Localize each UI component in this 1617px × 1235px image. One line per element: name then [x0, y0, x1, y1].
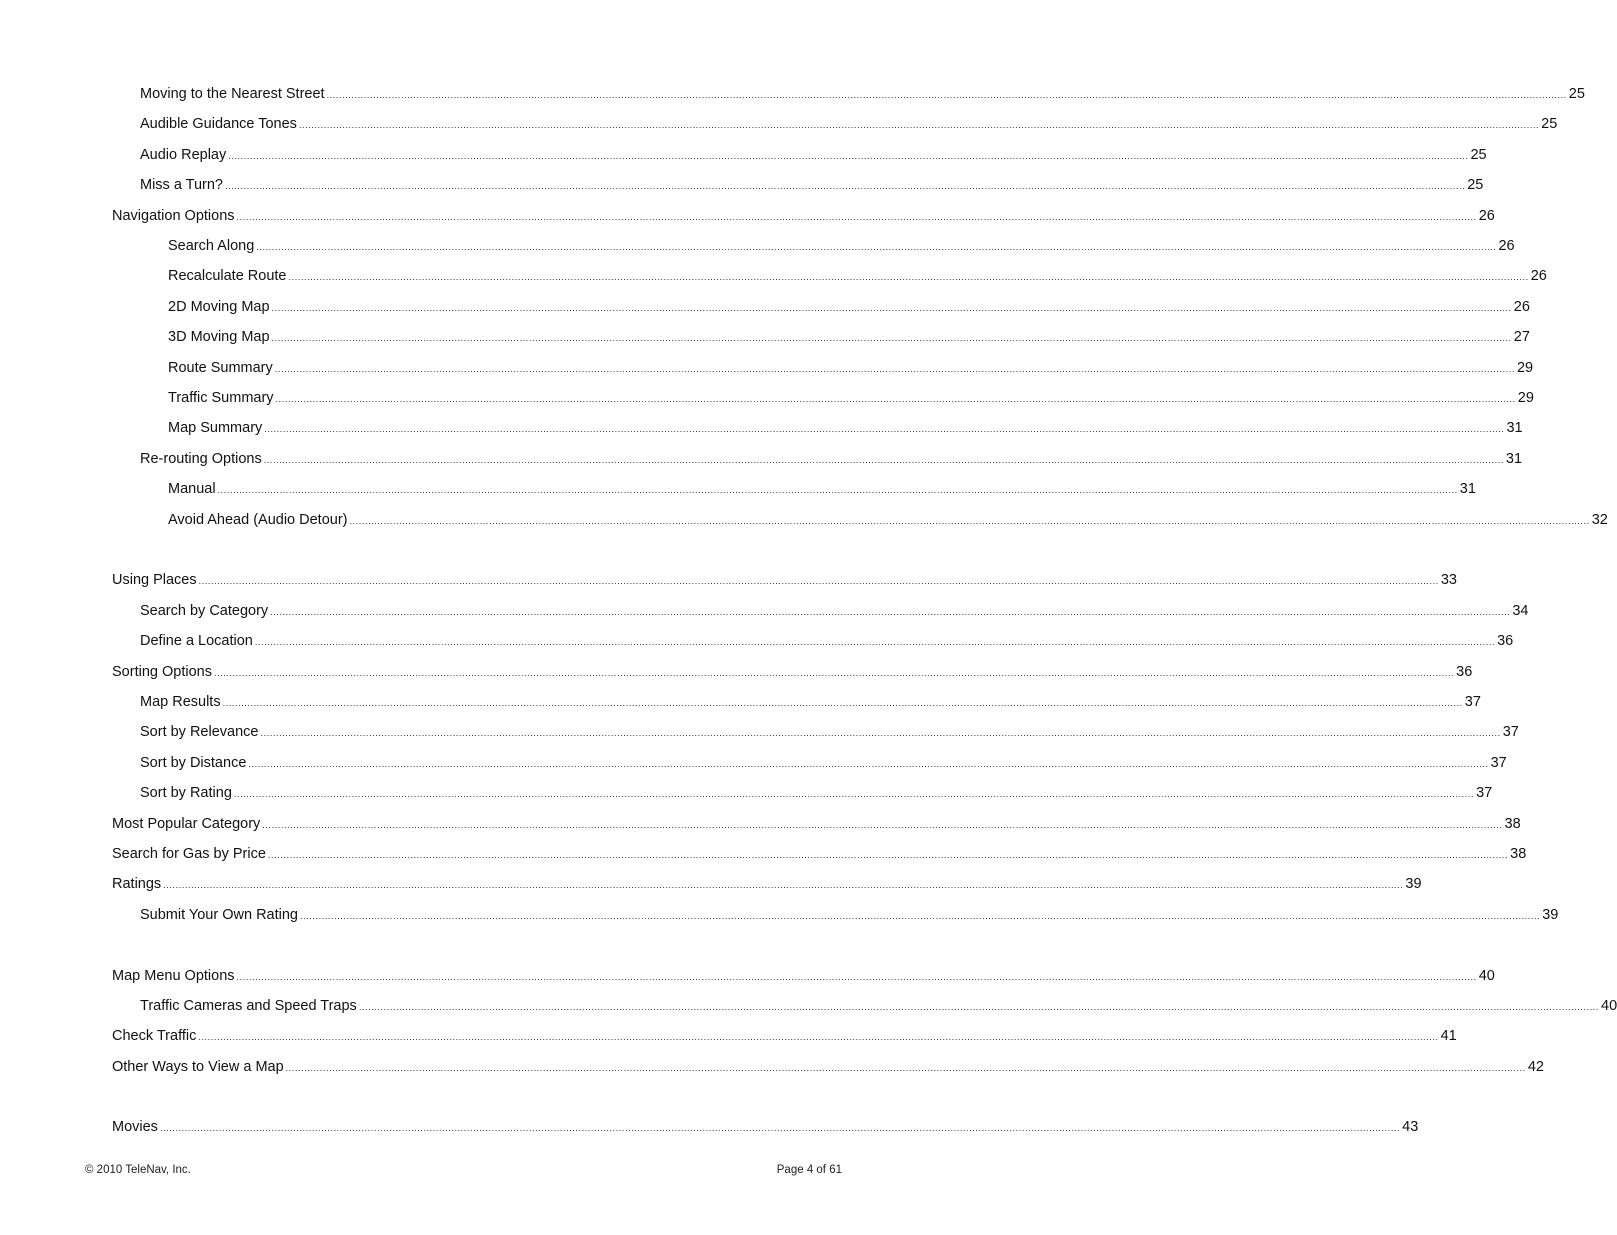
toc-dot-leader: ................................................................................................................................................................................................................................................................................................................................................................................................................	[275, 394, 1516, 404]
toc-entry[interactable]	[168, 294, 1530, 316]
toc-dot-leader: ................................................................................................................................................................................................................................................................................................................................................................................................................	[236, 972, 1477, 982]
toc-entry-title: Search Along	[168, 238, 255, 254]
toc-entry-title: Traffic Summary	[168, 390, 274, 406]
toc-entry-page-number: 26	[1498, 238, 1515, 254]
toc-entry-title: 3D Moving Map	[168, 329, 270, 345]
toc-entry-title: Map Results	[140, 694, 221, 710]
toc-entry[interactable]	[168, 476, 1476, 498]
toc-entry-page-number: 29	[1517, 390, 1534, 406]
toc-entry-title: Sort by Rating	[140, 785, 232, 801]
toc-dot-leader: ................................................................................................................................................................................................................................................................................................................................................................................................................	[163, 880, 1404, 890]
toc-entry-page-number: 38	[1504, 816, 1521, 832]
toc-entry[interactable]	[140, 598, 1529, 620]
toc-dot-leader: ................................................................................................................................................................................................................................................................................................................................................................................................................	[270, 607, 1511, 617]
toc-entry-page-number: 31	[1459, 481, 1476, 497]
toc-entry-title: Sort by Distance	[140, 755, 247, 771]
toc-entry-title: Map Menu Options	[112, 968, 235, 984]
toc-entry-title: Define a Location	[140, 633, 253, 649]
toc-dot-leader: ................................................................................................................................................................................................................................................................................................................................................................................................................	[349, 516, 1590, 526]
toc-entry[interactable]	[140, 446, 1523, 468]
toc-entry[interactable]	[140, 172, 1484, 194]
toc-dot-leader: ................................................................................................................................................................................................................................................................................................................................................................................................................	[222, 698, 1463, 708]
toc-entry-title: Traffic Cameras and Speed Traps	[140, 998, 357, 1014]
toc-entry-page-number: 39	[1405, 876, 1422, 892]
toc-entry[interactable]	[168, 355, 1534, 377]
toc-entry-title: Audible Guidance Tones	[140, 116, 297, 132]
toc-entry-page-number: 31	[1505, 451, 1523, 467]
toc-entry[interactable]	[140, 750, 1507, 772]
toc-entry-page-number: 25	[1467, 177, 1484, 193]
toc-entry-page-number: 36	[1456, 664, 1473, 680]
toc-entry[interactable]	[140, 628, 1514, 650]
toc-entry-page-number: 39	[1542, 907, 1559, 923]
toc-entry[interactable]	[112, 659, 1473, 681]
toc-entry-page-number: 29	[1516, 360, 1534, 376]
toc-dot-leader: ................................................................................................................................................................................................................................................................................................................................................................................................................	[256, 242, 1497, 252]
toc-dot-leader: ................................................................................................................................................................................................................................................................................................................................................................................................................	[271, 303, 1512, 313]
toc-entry-title: Sorting Options	[112, 664, 212, 680]
footer-copyright: © 2010 TeleNav, Inc.	[85, 1164, 191, 1176]
toc-entry-title: Search for Gas by Price	[112, 846, 266, 862]
toc-entry-title: Using Places	[112, 572, 197, 588]
toc-dot-leader: ................................................................................................................................................................................................................................................................................................................................................................................................................	[225, 181, 1466, 191]
toc-entry-title: Ratings	[112, 876, 162, 892]
toc-dot-leader: ................................................................................................................................................................................................................................................................................................................................................................................................................	[326, 90, 1567, 100]
toc-entry-page-number: 37	[1502, 724, 1519, 740]
toc-entry-title: Miss a Turn?	[140, 177, 223, 193]
toc-entry[interactable]	[168, 263, 1547, 285]
toc-entry-page-number: 25	[1541, 116, 1558, 132]
toc-entry-page-number: 26	[1530, 268, 1547, 284]
toc-entry[interactable]	[112, 811, 1521, 833]
toc-entry-title: Re-routing Options	[140, 451, 262, 467]
toc-entry-title: Route Summary	[168, 360, 273, 376]
toc-entry[interactable]	[112, 1114, 1419, 1136]
toc-dot-leader: ................................................................................................................................................................................................................................................................................................................................................................................................................	[267, 850, 1509, 860]
toc-entry[interactable]	[140, 111, 1558, 133]
toc-entry-title: Other Ways to View a Map	[112, 1059, 284, 1075]
toc-dot-leader: ................................................................................................................................................................................................................................................................................................................................................................................................................	[260, 728, 1501, 738]
toc-entry-title: Most Popular Category	[112, 816, 261, 832]
toc-entry-page-number: 32	[1591, 512, 1608, 528]
toc-entry-title: Manual	[168, 481, 216, 497]
toc-entry-title: Recalculate Route	[168, 268, 287, 284]
toc-entry[interactable]	[112, 871, 1422, 893]
toc-dot-leader: ................................................................................................................................................................................................................................................................................................................................................................................................................	[288, 272, 1529, 282]
toc-dot-leader: ................................................................................................................................................................................................................................................................................................................................................................................................................	[236, 212, 1477, 222]
toc-entry[interactable]	[112, 841, 1527, 863]
toc-entry-page-number: 33	[1440, 572, 1457, 588]
toc-entry[interactable]	[112, 963, 1495, 985]
toc-dot-leader: ................................................................................................................................................................................................................................................................................................................................................................................................................	[264, 424, 1505, 434]
toc-entry[interactable]	[168, 324, 1530, 346]
toc-entry-title: Map Summary	[168, 420, 263, 436]
toc-entry-page-number: 37	[1490, 755, 1507, 771]
toc-entry-page-number: 34	[1512, 603, 1529, 619]
toc-entry-page-number: 36	[1497, 633, 1514, 649]
toc-entry-page-number: 42	[1527, 1059, 1544, 1075]
footer-page-indicator: Page 4 of 61	[776, 1164, 842, 1176]
toc-entry-page-number: 43	[1402, 1119, 1419, 1135]
toc-dot-leader: ................................................................................................................................................................................................................................................................................................................................................................................................................	[262, 820, 1503, 830]
toc-entry[interactable]	[140, 81, 1585, 103]
toc-entry-page-number: 26	[1513, 299, 1530, 315]
toc-entry-title: Submit Your Own Rating	[140, 907, 298, 923]
toc-entry[interactable]	[168, 233, 1515, 255]
toc-entry[interactable]	[168, 385, 1534, 407]
toc-entry[interactable]	[140, 902, 1559, 924]
toc-entry-page-number: 26	[1478, 208, 1495, 224]
toc-entry[interactable]	[140, 780, 1493, 802]
toc-entry-page-number: 40	[1601, 998, 1617, 1014]
toc-entry-page-number: 37	[1476, 785, 1493, 801]
toc-entry-title: Audio Replay	[140, 147, 227, 163]
toc-entry-page-number: 25	[1568, 86, 1585, 102]
toc-entry[interactable]	[168, 415, 1523, 437]
toc-entry-title: Avoid Ahead (Audio Detour)	[168, 512, 348, 528]
toc-entry[interactable]	[168, 507, 1608, 529]
toc-entry[interactable]	[140, 719, 1519, 741]
toc-dot-leader: ................................................................................................................................................................................................................................................................................................................................................................................................................	[271, 333, 1512, 343]
toc-entry-page-number: 38	[1510, 846, 1527, 862]
toc-entry-title: Search by Category	[140, 603, 269, 619]
toc-dot-leader: ................................................................................................................................................................................................................................................................................................................................................................................................................	[298, 120, 1540, 130]
toc-entry-title: Moving to the Nearest Street	[140, 86, 325, 102]
toc-dot-leader: ................................................................................................................................................................................................................................................................................................................................................................................................................	[217, 485, 1458, 495]
toc-dot-leader: ................................................................................................................................................................................................................................................................................................................................................................................................................	[274, 364, 1515, 374]
toc-dot-leader: ................................................................................................................................................................................................................................................................................................................................................................................................................	[198, 576, 1439, 586]
toc-entry[interactable]	[112, 1054, 1544, 1076]
toc-entry-page-number: 40	[1478, 968, 1495, 984]
toc-entry[interactable]	[140, 993, 1617, 1015]
toc-dot-leader: ................................................................................................................................................................................................................................................................................................................................................................................................................	[248, 759, 1489, 769]
toc-entry[interactable]	[112, 1023, 1457, 1045]
toc-dot-leader: ................................................................................................................................................................................................................................................................................................................................................................................................................	[228, 151, 1469, 161]
toc-entry-page-number: 25	[1470, 147, 1487, 163]
toc-dot-leader: ................................................................................................................................................................................................................................................................................................................................................................................................................	[159, 1123, 1401, 1133]
toc-entry[interactable]	[140, 689, 1481, 711]
toc-dot-leader: ................................................................................................................................................................................................................................................................................................................................................................................................................	[285, 1063, 1526, 1073]
toc-dot-leader: ................................................................................................................................................................................................................................................................................................................................................................................................................	[198, 1032, 1439, 1042]
toc-entry-title: 2D Moving Map	[168, 299, 270, 315]
toc-dot-leader: ................................................................................................................................................................................................................................................................................................................................................................................................................	[263, 455, 1504, 465]
toc-entry-page-number: 41	[1440, 1028, 1457, 1044]
toc-entry-page-number: 27	[1513, 329, 1530, 345]
toc-entry[interactable]	[112, 567, 1457, 589]
toc-dot-leader: ................................................................................................................................................................................................................................................................................................................................................................................................................	[233, 789, 1475, 799]
toc-entry-title: Movies	[112, 1119, 158, 1135]
toc-entry-title: Navigation Options	[112, 208, 235, 224]
toc-dot-leader: ................................................................................................................................................................................................................................................................................................................................................................................................................	[299, 911, 1541, 921]
toc-dot-leader: ................................................................................................................................................................................................................................................................................................................................................................................................................	[254, 637, 1496, 647]
toc-entry-title: Check Traffic	[112, 1028, 197, 1044]
toc-entry[interactable]	[112, 203, 1495, 225]
toc-dot-leader: ................................................................................................................................................................................................................................................................................................................................................................................................................	[358, 1002, 1600, 1012]
toc-entry-page-number: 31	[1506, 420, 1523, 436]
toc-dot-leader: ................................................................................................................................................................................................................................................................................................................................................................................................................	[213, 668, 1455, 678]
toc-entry[interactable]	[140, 142, 1487, 164]
toc-entry-title: Sort by Relevance	[140, 724, 259, 740]
toc-entry-page-number: 37	[1464, 694, 1481, 710]
